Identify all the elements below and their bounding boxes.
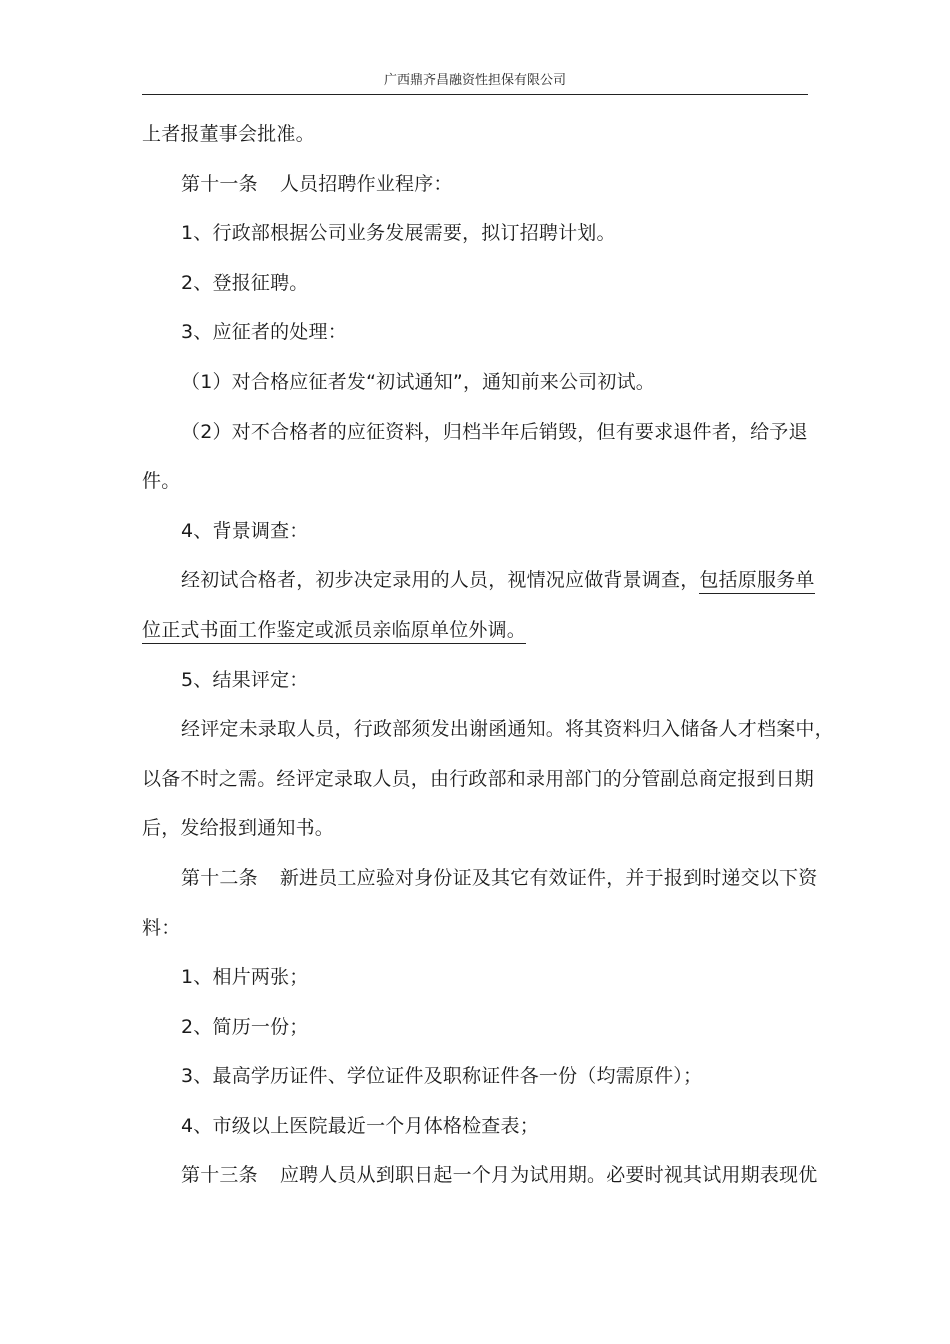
- page-header: [142, 70, 808, 95]
- document-body: [142, 110, 834, 1201]
- article-11-heading: [142, 160, 808, 210]
- company-name: 广西鼎齐昌融资性担保有限公司: [383, 73, 566, 88]
- paragraph-line: 后，发给报到通知书。: [142, 817, 335, 840]
- paragraph-line: 件。: [142, 470, 181, 493]
- article-12-heading: [142, 854, 818, 904]
- paragraph-line: 料：: [142, 916, 181, 939]
- article-number: 第十一条: [181, 172, 258, 195]
- article-title: 人员招聘作业程序：: [279, 172, 453, 195]
- paragraph-line: [142, 556, 815, 606]
- article-number: 第十二条: [181, 866, 258, 889]
- list-item: 3、应征者的处理：: [181, 321, 347, 344]
- list-item: 2、登报征聘。: [181, 271, 309, 294]
- list-item: 3、最高学历证件、学位证件及职称证件各一份（均需原件）；: [181, 1065, 703, 1088]
- sub-list-item: （1）对合格应征者发“初试通知”，通知前来公司初试。: [181, 370, 655, 393]
- article-number: 第十三条: [181, 1164, 258, 1187]
- underlined-text: 位正式书面工作鉴定或派员亲临原单位外调。: [142, 619, 526, 644]
- list-item: 4、背景调查：: [181, 519, 309, 542]
- paragraph-text: 经初试合格者，初步决定录用的人员，视情况应做背景调查，: [181, 569, 700, 592]
- list-item: 4、市级以上医院最近一个月体格检查表；: [181, 1114, 539, 1137]
- list-item: 2、简历一份；: [181, 1015, 309, 1038]
- list-item: 1、行政部根据公司业务发展需要，拟订招聘计划。: [181, 222, 616, 245]
- list-item: 5、结果评定：: [181, 668, 309, 691]
- list-item: 1、相片两张；: [181, 966, 309, 989]
- paragraph-line: [142, 606, 808, 656]
- underlined-text: 包括原服务单: [699, 569, 814, 594]
- sub-list-item: （2）对不合格者的应征资料，归档半年后销毁，但有要求退件者，给予退: [181, 420, 808, 443]
- article-text: 应聘人员从到职日起一个月为试用期。必要时视其试用期表现优: [279, 1164, 818, 1187]
- paragraph-line: 以备不时之需。经评定录取人员，由行政部和录用部门的分管副总商定报到日期: [142, 767, 815, 790]
- paragraph-line: 经评定未录取人员，行政部须发出谢函通知。将其资料归入储备人才档案中，: [181, 718, 834, 741]
- paragraph-line: 上者报董事会批准。: [142, 123, 315, 145]
- article-text: 新进员工应验对身份证及其它有效证件，并于报到时递交以下资: [279, 866, 818, 889]
- article-13-heading: [142, 1151, 818, 1201]
